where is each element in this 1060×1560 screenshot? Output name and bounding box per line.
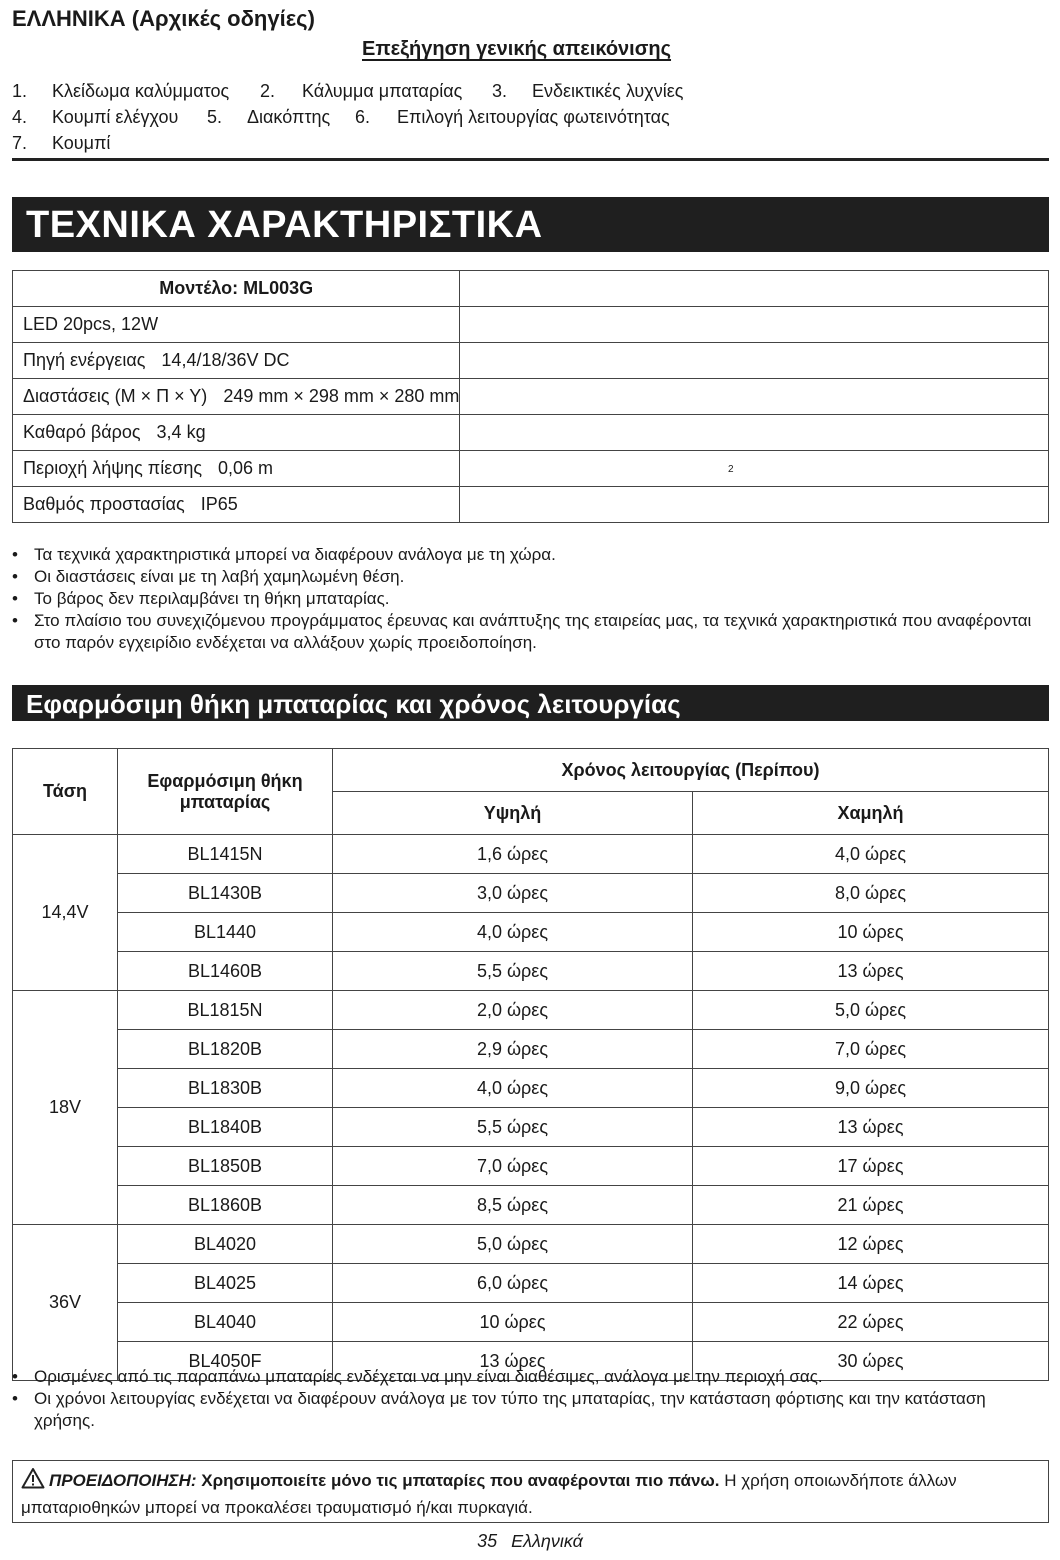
- part-num: 6.: [355, 107, 371, 127]
- note-item: • Το βάρος δεν περιλαμβάνει τη θήκη μπαταρίας.: [12, 588, 1049, 610]
- battery-header-row: [13, 749, 1049, 792]
- low-cell: 10 ώρες: [693, 913, 1049, 952]
- spec-label: LED 20pcs, 12W: [23, 314, 159, 334]
- pack-cell: BL4050F: [118, 1342, 333, 1381]
- part-label: Κάλυμμα μπαταρίας: [302, 81, 463, 101]
- page-footer: [0, 1531, 1060, 1552]
- warning-label: ΠΡΟΕΙΔΟΠΟΙΗΣΗ:: [49, 1471, 197, 1490]
- high-cell: 5,5 ώρες: [333, 1108, 693, 1147]
- warning-box: [12, 1460, 1049, 1523]
- model-header: Μοντέλο: ML003G: [13, 271, 460, 307]
- pack-cell: BL4040: [118, 1303, 333, 1342]
- parts-row: [12, 130, 683, 156]
- table-row: [13, 1186, 1049, 1225]
- pack-cell: BL1440: [118, 913, 333, 952]
- specs-title: ΤΕΧΝΙΚΑ ΧΑΡΑΚΤΗΡΙΣΤΙΚΑ: [12, 197, 1049, 252]
- table-row: [13, 874, 1049, 913]
- part-label: Κουμπί: [52, 133, 111, 153]
- high-cell: 1,6 ώρες: [333, 835, 693, 874]
- language-title: ΕΛΛΗΝΙΚΑ (Αρχικές οδηγίες): [12, 6, 315, 31]
- part-num: 4.: [12, 107, 28, 127]
- spec-empty-cell: [460, 487, 1049, 523]
- pack-cell: BL1820B: [118, 1030, 333, 1069]
- spec-empty-cell: [460, 343, 1049, 379]
- low-cell: 13 ώρες: [693, 1108, 1049, 1147]
- spec-empty-cell: [460, 415, 1049, 451]
- low-cell: 4,0 ώρες: [693, 835, 1049, 874]
- table-row: [13, 952, 1049, 991]
- high-cell: 2,9 ώρες: [333, 1030, 693, 1069]
- spec-row: [13, 307, 1049, 343]
- low-cell: 9,0 ώρες: [693, 1069, 1049, 1108]
- spec-value: 249 mm × 298 mm × 280 mm: [223, 386, 460, 406]
- high-cell: 4,0 ώρες: [333, 1069, 693, 1108]
- spec-row: [13, 415, 1049, 451]
- low-cell: 30 ώρες: [693, 1342, 1049, 1381]
- spec-value: 3,4 kg: [156, 422, 206, 442]
- parts-row: [12, 104, 683, 130]
- pack-cell: BL1830B: [118, 1069, 333, 1108]
- page-number: 35: [477, 1531, 498, 1551]
- table-row: [13, 991, 1049, 1030]
- table-row: [13, 1147, 1049, 1186]
- spec-cell: [13, 451, 460, 487]
- voltage-header: Τάση: [13, 749, 118, 835]
- table-row: [13, 1225, 1049, 1264]
- spec-label: Πηγή ενέργειας: [23, 350, 146, 370]
- high-cell: 10 ώρες: [333, 1303, 693, 1342]
- high-cell: 3,0 ώρες: [333, 874, 693, 913]
- spec-cell: [13, 487, 460, 523]
- high-cell: 6,0 ώρες: [333, 1264, 693, 1303]
- table-row: [13, 913, 1049, 952]
- pack-cell: BL1860B: [118, 1186, 333, 1225]
- table-row: [13, 1264, 1049, 1303]
- spec-value: 0,06 m: [218, 458, 274, 478]
- table-row: [13, 1108, 1049, 1147]
- part-num: 7.: [12, 133, 28, 153]
- pack-cell: BL4020: [118, 1225, 333, 1264]
- note-item: • Οι διαστάσεις είναι με τη λαβή χαμηλωμένη θέση.: [12, 566, 1049, 588]
- battery-table: [12, 748, 1049, 1381]
- voltage-cell: 18V: [13, 991, 118, 1225]
- spec-cell: [13, 343, 460, 379]
- battery-notes: [12, 1366, 1049, 1432]
- low-cell: 17 ώρες: [693, 1147, 1049, 1186]
- spec-label: Καθαρό βάρος: [23, 422, 141, 442]
- part-num: 2.: [260, 81, 276, 101]
- warning-triangle-icon: [21, 1467, 45, 1496]
- high-cell: 2,0 ώρες: [333, 991, 693, 1030]
- battery-title: Εφαρμόσιμη θήκη μπαταρίας και χρόνος λειτουργίας: [12, 685, 1049, 721]
- parts-row: [12, 78, 683, 104]
- spec-label: Διαστάσεις (Μ × Π × Υ): [23, 386, 208, 406]
- section-subtitle: Επεξήγηση γενικής απεικόνισης: [362, 38, 672, 60]
- note-item: • Τα τεχνικά χαρακτηριστικά μπορεί να διαφέρουν ανάλογα με τη χώρα.: [12, 544, 1049, 566]
- pack-cell: BL1815N: [118, 991, 333, 1030]
- table-row: [13, 835, 1049, 874]
- footer-language: Ελληνικά: [511, 1531, 583, 1551]
- warning-bold-text: Χρησιμοποιείτε μόνο τις μπαταρίες που αναφέρονται πιο πάνω.: [201, 1471, 720, 1490]
- specs-header-row: [13, 271, 1049, 307]
- spec-label: Περιοχή λήψης πίεσης: [23, 458, 203, 478]
- divider: [12, 158, 1049, 161]
- high-cell: 7,0 ώρες: [333, 1147, 693, 1186]
- spec-row: [13, 343, 1049, 379]
- low-cell: 7,0 ώρες: [693, 1030, 1049, 1069]
- pack-cell: BL1850B: [118, 1147, 333, 1186]
- spec-empty-cell: [460, 451, 1049, 487]
- specs-table: [12, 270, 1049, 523]
- spec-value: 14,4/18/36V DC: [161, 350, 290, 370]
- voltage-cell: 14,4V: [13, 835, 118, 991]
- spec-empty-cell: [460, 307, 1049, 343]
- part-label: Ενδεικτικές λυχνίες: [532, 81, 684, 101]
- superscript-two: 2: [728, 464, 734, 475]
- low-cell: 13 ώρες: [693, 952, 1049, 991]
- table-row: [13, 1303, 1049, 1342]
- high-cell: 13 ώρες: [333, 1342, 693, 1381]
- runtime-header: Χρόνος λειτουργίας (Περίπου): [333, 749, 1049, 792]
- high-cell: 8,5 ώρες: [333, 1186, 693, 1225]
- high-cell: 5,0 ώρες: [333, 1225, 693, 1264]
- specs-notes: [12, 544, 1049, 654]
- note-item: • Οι χρόνοι λειτουργίας ενδέχεται να διαφέρουν ανάλογα με τον τύπο της μπαταρίας, την κατάσταση φόρτισης και την κατάσταση χρήσης.: [12, 1388, 1049, 1432]
- pack-cell: BL1415N: [118, 835, 333, 874]
- spec-empty-cell: [460, 271, 1049, 307]
- spec-empty-cell: [460, 379, 1049, 415]
- spec-label: Βαθμός προστασίας: [23, 494, 185, 514]
- voltage-cell: 36V: [13, 1225, 118, 1381]
- low-cell: 8,0 ώρες: [693, 874, 1049, 913]
- low-header: Χαμηλή: [693, 792, 1049, 835]
- low-cell: 22 ώρες: [693, 1303, 1049, 1342]
- pack-cell: BL1840B: [118, 1108, 333, 1147]
- spec-row: [13, 451, 1049, 487]
- high-cell: 5,5 ώρες: [333, 952, 693, 991]
- low-cell: 21 ώρες: [693, 1186, 1049, 1225]
- part-label: Κλείδωμα καλύμματος: [52, 81, 230, 101]
- spec-cell: [13, 379, 460, 415]
- table-row: [13, 1069, 1049, 1108]
- note-item: • Ορισμένες από τις παραπάνω μπαταρίες ενδέχεται να μην είναι διαθέσιμες, ανάλογα με την περιοχή σας.: [12, 1366, 1049, 1388]
- pack-header: Εφαρμόσιμη θήκη μπαταρίας: [118, 749, 333, 835]
- note-item: • Στο πλαίσιο του συνεχιζόμενου προγράμματος έρευνας και ανάπτυξης της εταιρείας μας, τα τεχνικά χαρακτηριστικά που αναφέρονται στο παρόν εγχειρίδιο ενδέχεται να αλλάξουν χωρίς προειδοποίηση.: [12, 610, 1049, 654]
- spec-value: IP65: [200, 494, 238, 514]
- low-cell: 14 ώρες: [693, 1264, 1049, 1303]
- spec-row: [13, 379, 1049, 415]
- low-cell: 5,0 ώρες: [693, 991, 1049, 1030]
- spec-cell: [13, 415, 460, 451]
- spec-row: [13, 487, 1049, 523]
- pack-cell: BL1430B: [118, 874, 333, 913]
- part-num: 3.: [492, 81, 508, 101]
- table-row: [13, 1030, 1049, 1069]
- spec-cell: [13, 307, 460, 343]
- pack-cell: BL4025: [118, 1264, 333, 1303]
- warning-text: Η χρήση οποιωνδήποτε άλλων μπαταριοθηκών μπορεί να προκαλέσει τραυματισμό ή/και πυρκαγιά.: [21, 1471, 957, 1517]
- high-cell: 4,0 ώρες: [333, 913, 693, 952]
- part-label: Κουμπί ελέγχου: [52, 107, 179, 127]
- high-header: Υψηλή: [333, 792, 693, 835]
- part-num: 1.: [12, 81, 28, 101]
- part-label: Επιλογή λειτουργίας φωτεινότητας: [397, 107, 670, 127]
- low-cell: 12 ώρες: [693, 1225, 1049, 1264]
- parts-list: [12, 78, 683, 156]
- pack-cell: BL1460B: [118, 952, 333, 991]
- part-num: 5.: [207, 107, 223, 127]
- part-label: Διακόπτης: [247, 107, 331, 127]
